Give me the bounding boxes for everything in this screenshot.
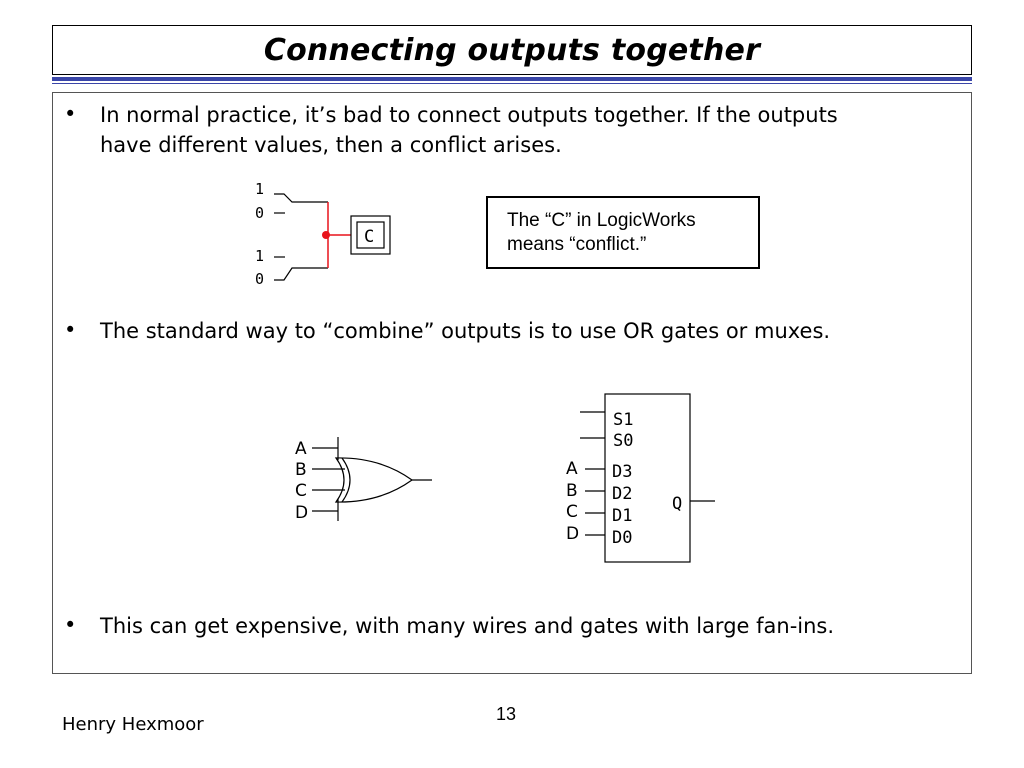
bullet-marker: • xyxy=(64,318,77,342)
mux-pin-d3: D3 xyxy=(612,462,633,482)
or-gate-back-curve xyxy=(342,458,350,502)
conflict-bus xyxy=(322,202,351,268)
mux-input-a: A xyxy=(566,459,578,479)
callout-line-2: means “conflict.” xyxy=(507,234,647,255)
or-input-d: D xyxy=(295,503,309,523)
mux-input-c: C xyxy=(566,502,578,522)
conflict-probe-label: C xyxy=(364,227,375,247)
bullet-2-text: The standard way to “combine” outputs is to use OR gates or muxes. xyxy=(100,319,831,343)
mux-pin-d0: D0 xyxy=(612,528,633,548)
conflict-input-labels xyxy=(255,180,264,288)
title-underline-thick xyxy=(52,77,972,81)
mux-pin-d2: D2 xyxy=(612,484,633,504)
mux-pin-d1: D1 xyxy=(612,506,633,526)
conflict-wire-4 xyxy=(274,268,328,280)
bullet-1-line-2: have different values, then a conflict arises. xyxy=(100,133,562,157)
conflict-input-3: 1 xyxy=(255,247,265,265)
mux-diagram xyxy=(560,392,730,567)
or-input-b: B xyxy=(295,460,307,480)
mux-input-b: B xyxy=(566,481,578,501)
content-box xyxy=(52,92,972,674)
bullet-1-text xyxy=(100,100,838,160)
or-gate-diagram xyxy=(290,430,440,525)
mux-select-wires xyxy=(580,412,605,438)
bullet-marker: • xyxy=(64,102,77,126)
or-gate-body xyxy=(336,458,412,502)
conflict-input-2: 0 xyxy=(255,204,265,222)
mux-pin-s1: S1 xyxy=(613,410,634,430)
conflict-input-1: 1 xyxy=(255,180,265,198)
footer-page-number: 13 xyxy=(496,704,517,724)
conflict-diagram xyxy=(240,180,400,290)
mux-data-wires xyxy=(585,469,605,535)
bullet-3-text: This can get expensive, with many wires and gates with large fan-ins. xyxy=(100,614,835,638)
conflict-node xyxy=(322,231,330,239)
title-underline-thin xyxy=(52,83,972,84)
callout-line-1: The “C” in LogicWorks xyxy=(507,210,696,231)
mux-pin-s0: S0 xyxy=(613,431,634,451)
conflict-wire-1 xyxy=(274,194,328,202)
bullet-marker: • xyxy=(64,613,77,637)
slide-title: Connecting outputs together xyxy=(263,32,761,68)
or-input-c: C xyxy=(295,481,307,501)
footer-author: Henry Hexmoor xyxy=(62,714,204,735)
bullet-1-line-1: In normal practice, it’s bad to connect outputs together. If the outputs xyxy=(100,103,838,127)
or-input-a: A xyxy=(295,439,307,459)
conflict-callout xyxy=(486,196,760,269)
mux-pin-q: Q xyxy=(672,494,683,514)
title-box xyxy=(52,25,972,75)
mux-input-d: D xyxy=(566,524,580,544)
conflict-input-4: 0 xyxy=(255,270,265,288)
